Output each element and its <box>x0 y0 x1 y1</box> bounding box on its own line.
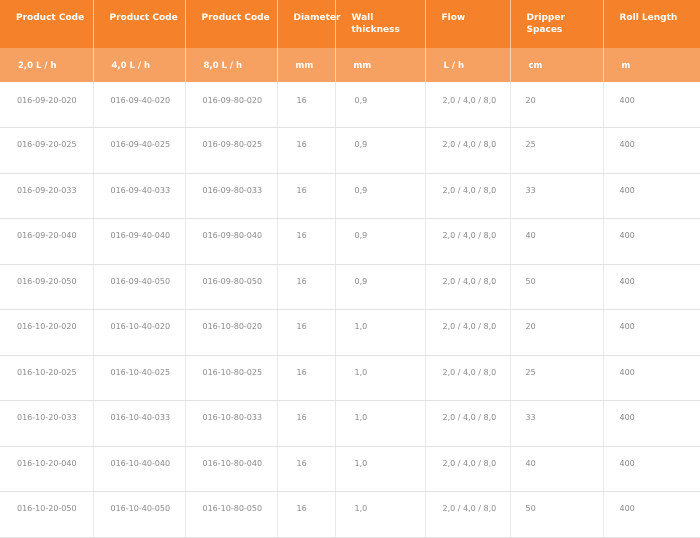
wall-thickness-cell: 0,9 <box>335 264 425 310</box>
column-header-wall-thickness: Wall thickness <box>335 0 425 48</box>
flow-cell: 2,0 / 4,0 / 8,0 <box>425 264 510 310</box>
unit-dripper-spaces: cm <box>510 48 603 82</box>
roll-length-cell: 400 <box>603 264 700 310</box>
wall-thickness-cell: 1,0 <box>335 401 425 447</box>
wall-thickness-cell: 0,9 <box>335 128 425 174</box>
roll-length-cell: 400 <box>603 401 700 447</box>
roll-length-cell: 400 <box>603 82 700 128</box>
roll-length-cell: 400 <box>603 219 700 265</box>
product-code-2lh-cell: 016-10-20-050 <box>0 492 93 538</box>
wall-thickness-cell: 0,9 <box>335 173 425 219</box>
diameter-cell: 16 <box>277 173 335 219</box>
flow-cell: 2,0 / 4,0 / 8,0 <box>425 492 510 538</box>
diameter-cell: 16 <box>277 492 335 538</box>
dripper-spaces-cell: 25 <box>510 355 603 401</box>
flow-cell: 2,0 / 4,0 / 8,0 <box>425 82 510 128</box>
flow-cell: 2,0 / 4,0 / 8,0 <box>425 310 510 356</box>
table-row <box>0 401 700 447</box>
flow-cell: 2,0 / 4,0 / 8,0 <box>425 219 510 265</box>
unit-product-code-2lh: 2,0 L / h <box>0 48 93 82</box>
unit-flow: L / h <box>425 48 510 82</box>
unit-product-code-4lh: 4,0 L / h <box>93 48 185 82</box>
table-header <box>0 0 700 82</box>
product-code-4lh-cell: 016-09-40-025 <box>93 128 185 174</box>
unit-row <box>0 48 700 82</box>
flow-cell: 2,0 / 4,0 / 8,0 <box>425 355 510 401</box>
product-code-4lh-cell: 016-10-40-050 <box>93 492 185 538</box>
column-header-product-code-4lh: Product Code <box>93 0 185 48</box>
product-code-2lh-cell: 016-09-20-033 <box>0 173 93 219</box>
product-code-4lh-cell: 016-09-40-050 <box>93 264 185 310</box>
product-code-2lh-cell: 016-10-20-025 <box>0 355 93 401</box>
product-code-4lh-cell: 016-09-40-020 <box>93 82 185 128</box>
product-code-2lh-cell: 016-09-20-050 <box>0 264 93 310</box>
roll-length-cell: 400 <box>603 310 700 356</box>
dripper-spaces-cell: 33 <box>510 401 603 447</box>
diameter-cell: 16 <box>277 82 335 128</box>
wall-thickness-cell: 0,9 <box>335 82 425 128</box>
flow-cell: 2,0 / 4,0 / 8,0 <box>425 173 510 219</box>
dripper-spaces-cell: 20 <box>510 82 603 128</box>
roll-length-cell: 400 <box>603 128 700 174</box>
diameter-cell: 16 <box>277 128 335 174</box>
diameter-cell: 16 <box>277 446 335 492</box>
product-code-2lh-cell: 016-10-20-020 <box>0 310 93 356</box>
product-code-4lh-cell: 016-10-40-033 <box>93 401 185 447</box>
column-header-flow: Flow <box>425 0 510 48</box>
roll-length-cell: 400 <box>603 173 700 219</box>
dripper-spaces-cell: 20 <box>510 310 603 356</box>
product-code-2lh-cell: 016-10-20-040 <box>0 446 93 492</box>
product-code-4lh-cell: 016-09-40-040 <box>93 219 185 265</box>
column-header-roll-length: Roll Length <box>603 0 700 48</box>
column-header-product-code-8lh: Product Code <box>185 0 277 48</box>
dripper-spaces-cell: 33 <box>510 173 603 219</box>
roll-length-cell: 400 <box>603 355 700 401</box>
flow-cell: 2,0 / 4,0 / 8,0 <box>425 446 510 492</box>
table-body <box>0 82 700 537</box>
flow-cell: 2,0 / 4,0 / 8,0 <box>425 401 510 447</box>
flow-cell: 2,0 / 4,0 / 8,0 <box>425 128 510 174</box>
dripper-spaces-cell: 40 <box>510 446 603 492</box>
product-code-4lh-cell: 016-10-40-020 <box>93 310 185 356</box>
unit-product-code-8lh: 8,0 L / h <box>185 48 277 82</box>
wall-thickness-cell: 1,0 <box>335 446 425 492</box>
unit-wall-thickness: mm <box>335 48 425 82</box>
product-code-8lh-cell: 016-10-80-025 <box>185 355 277 401</box>
unit-diameter: mm <box>277 48 335 82</box>
product-code-2lh-cell: 016-10-20-033 <box>0 401 93 447</box>
wall-thickness-cell: 1,0 <box>335 310 425 356</box>
product-code-8lh-cell: 016-10-80-040 <box>185 446 277 492</box>
roll-length-cell: 400 <box>603 446 700 492</box>
product-code-4lh-cell: 016-10-40-040 <box>93 446 185 492</box>
diameter-cell: 16 <box>277 401 335 447</box>
header-row <box>0 0 700 48</box>
dripper-spaces-cell: 40 <box>510 219 603 265</box>
product-code-8lh-cell: 016-09-80-025 <box>185 128 277 174</box>
dripper-spaces-cell: 25 <box>510 128 603 174</box>
table-row <box>0 82 700 128</box>
product-code-8lh-cell: 016-10-80-033 <box>185 401 277 447</box>
table-row <box>0 219 700 265</box>
table-row <box>0 310 700 356</box>
product-code-8lh-cell: 016-09-80-050 <box>185 264 277 310</box>
product-code-2lh-cell: 016-09-20-020 <box>0 82 93 128</box>
product-code-8lh-cell: 016-09-80-033 <box>185 173 277 219</box>
column-header-dripper-spaces: Dripper Spaces <box>510 0 603 48</box>
diameter-cell: 16 <box>277 219 335 265</box>
product-code-8lh-cell: 016-09-80-040 <box>185 219 277 265</box>
wall-thickness-cell: 1,0 <box>335 355 425 401</box>
column-header-product-code-2lh: Product Code <box>0 0 93 48</box>
dripper-spaces-cell: 50 <box>510 264 603 310</box>
dripper-spaces-cell: 50 <box>510 492 603 538</box>
product-code-8lh-cell: 016-09-80-020 <box>185 82 277 128</box>
product-code-8lh-cell: 016-10-80-050 <box>185 492 277 538</box>
diameter-cell: 16 <box>277 310 335 356</box>
table-row <box>0 446 700 492</box>
product-code-4lh-cell: 016-10-40-025 <box>93 355 185 401</box>
roll-length-cell: 400 <box>603 492 700 538</box>
diameter-cell: 16 <box>277 355 335 401</box>
table-row <box>0 492 700 538</box>
product-code-2lh-cell: 016-09-20-040 <box>0 219 93 265</box>
wall-thickness-cell: 1,0 <box>335 492 425 538</box>
table-row <box>0 128 700 174</box>
column-header-diameter: Diameter <box>277 0 335 48</box>
table-row <box>0 264 700 310</box>
diameter-cell: 16 <box>277 264 335 310</box>
wall-thickness-cell: 0,9 <box>335 219 425 265</box>
product-code-2lh-cell: 016-09-20-025 <box>0 128 93 174</box>
table-row <box>0 355 700 401</box>
product-code-4lh-cell: 016-09-40-033 <box>93 173 185 219</box>
unit-roll-length: m <box>603 48 700 82</box>
table-row <box>0 173 700 219</box>
product-code-8lh-cell: 016-10-80-020 <box>185 310 277 356</box>
